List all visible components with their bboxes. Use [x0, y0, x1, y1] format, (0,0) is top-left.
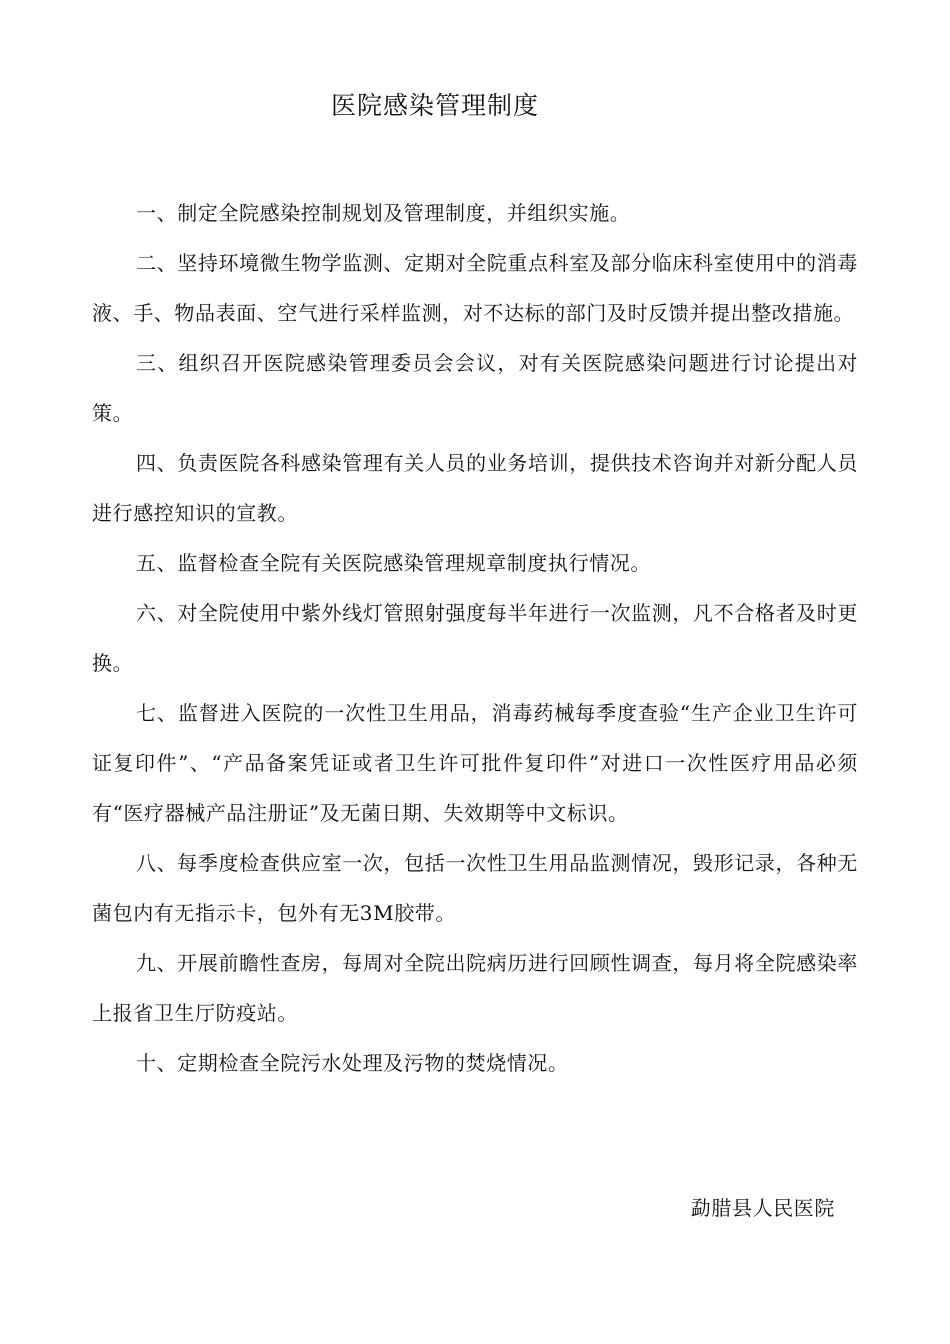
document-title: 医院感染管理制度 [330, 91, 539, 120]
paragraph-3: 三、组织召开医院感染管理委员会会议，对有关医院感染问题进行讨论提出对策。 [92, 351, 858, 425]
paragraph-7: 七、监督进入医院的一次性卫生用品，消毒药械每季度查验“生产企业卫生许可证复印件”、“产品备案凭证或者卫生许可批件复印件”对进口一次性医疗用品必须有“医疗器械产品注册证”及无菌日期、失效期等中文标识。 [92, 701, 858, 825]
paragraph-10: 十、定期检查全院污水处理及污物的焚烧情况。 [136, 1051, 569, 1075]
paragraph-4: 四、负责医院各科感染管理有关人员的业务培训，提供技术咨询并对新分配人员进行感控知识的宣教。 [92, 451, 858, 525]
paragraph-5: 五、监督检查全院有关医院感染管理规章制度执行情况。 [136, 551, 651, 575]
paragraph-6: 六、对全院使用中紫外线灯管照射强度每半年进行一次监测，凡不合格者及时更换。 [92, 601, 858, 675]
paragraph-1: 一、制定全院感染控制规划及管理制度，并组织实施。 [136, 201, 631, 225]
paragraph-2: 二、坚持环境微生物学监测、定期对全院重点科室及部分临床科室使用中的消毒液、手、物品表面、空气进行采样监测，对不达标的部门及时反馈并提出整改措施。 [92, 251, 858, 325]
document-body [92, 188, 858, 1088]
paragraph-9: 九、开展前瞻性查房，每周对全院出院病历进行回顾性调查，每月将全院感染率上报省卫生厅防疫站。 [92, 951, 858, 1025]
paragraph-8: 八、每季度检查供应室一次，包括一次性卫生用品监测情况，毁形记录，各种无菌包内有无指示卡，包外有无3M胶带。 [92, 851, 858, 925]
signature-organization: 勐腊县人民医院 [690, 1196, 835, 1220]
